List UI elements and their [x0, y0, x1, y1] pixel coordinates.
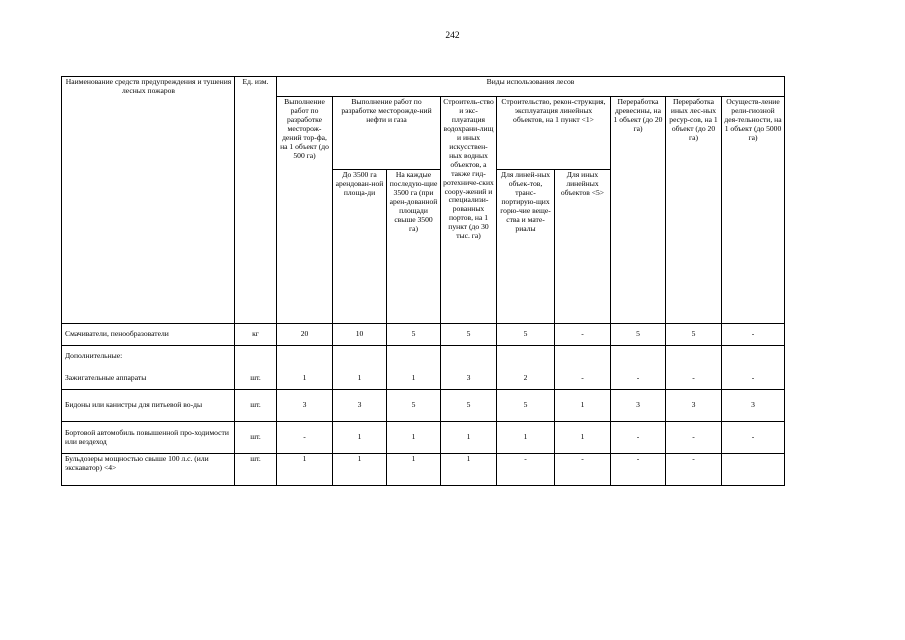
cell: 1	[387, 454, 441, 486]
cell: 5	[441, 390, 497, 422]
cell: -	[666, 454, 722, 486]
header-linear-a: Для линей-ных объек-тов, транс-портирую-щих горю-чие веще-ства и мате-риалы	[497, 170, 555, 324]
row-unit: шт.	[235, 390, 277, 422]
row-name: Дополнительные:	[62, 346, 235, 368]
header-oil-gas: Выполнение работ по разработке месторожде-ний нефти и газа	[333, 97, 441, 170]
cell: 3	[441, 368, 497, 390]
table-row	[62, 346, 785, 368]
row-unit: шт.	[235, 422, 277, 454]
row-name: Бидоны или канистры для питьевой во-ды	[62, 390, 235, 422]
cell: 1	[333, 454, 387, 486]
cell: 3	[333, 390, 387, 422]
cell: -	[277, 422, 333, 454]
cell: 5	[497, 390, 555, 422]
cell	[722, 454, 785, 486]
table-row	[62, 368, 785, 390]
header-peat: Выполнение работ по разработке месторож-дений тор-фа, на 1 объект (до 500 га)	[277, 97, 333, 324]
fire-equipment-table	[61, 76, 785, 486]
row-unit: кг	[235, 324, 277, 346]
header-oil-gas-b: На каждые последую-щие 3500 га (при арен-дованной площади свыше 3500 га)	[387, 170, 441, 324]
header-name: Наименование средств предупреждения и тушения лесных пожаров	[62, 77, 235, 324]
table-row	[62, 324, 785, 346]
cell: -	[555, 324, 611, 346]
cell: 1	[387, 368, 441, 390]
cell: -	[555, 454, 611, 486]
cell: -	[722, 324, 785, 346]
cell: 1	[333, 368, 387, 390]
cell: 1	[277, 368, 333, 390]
row-subname: Зажигательные аппараты	[62, 368, 235, 390]
cell: 1	[497, 422, 555, 454]
cell: 5	[441, 324, 497, 346]
row-name: Бортовой автомобиль повышенной про-ходимости или вездеход	[62, 422, 235, 454]
cell: 3	[666, 390, 722, 422]
cell: -	[666, 422, 722, 454]
cell: 3	[611, 390, 666, 422]
header-religious: Осуществ-ление рели-гиозной дея-тельности, на 1 объект (до 5000 га)	[722, 97, 785, 324]
cell: -	[666, 368, 722, 390]
cell: 5	[497, 324, 555, 346]
row-name: Смачиватели, пенообразователи	[62, 324, 235, 346]
cell: 3	[722, 390, 785, 422]
header-linear-b: Для иных линейных объектов <5>	[555, 170, 611, 324]
cell: 1	[555, 422, 611, 454]
cell: 1	[441, 454, 497, 486]
cell: 3	[277, 390, 333, 422]
cell: 5	[611, 324, 666, 346]
cell: -	[722, 422, 785, 454]
cell: -	[555, 368, 611, 390]
cell: -	[497, 454, 555, 486]
row-name: Бульдозеры мощностью свыше 100 л.с. (или экскаватор) <4>	[62, 454, 235, 486]
table-row	[62, 454, 785, 486]
table-row	[62, 422, 785, 454]
cell: 5	[387, 390, 441, 422]
cell: -	[611, 368, 666, 390]
row-unit: шт.	[235, 454, 277, 486]
header-other-resources: Переработка иных лес-ных ресур-сов, на 1 объект (до 20 га)	[666, 97, 722, 324]
cell: 20	[277, 324, 333, 346]
header-oil-gas-a: До 3500 га арендован-ной площа-ди	[333, 170, 387, 324]
cell: 1	[387, 422, 441, 454]
cell: 1	[441, 422, 497, 454]
header-group: Виды использования лесов	[277, 77, 785, 97]
page-number: 242	[445, 31, 460, 41]
cell: 5	[387, 324, 441, 346]
cell: 10	[333, 324, 387, 346]
cell: -	[611, 422, 666, 454]
row-unit: шт.	[235, 368, 277, 390]
header-wood: Переработка древесины, на 1 объект (до 20 га)	[611, 97, 666, 324]
cell: 5	[666, 324, 722, 346]
cell: 1	[333, 422, 387, 454]
cell: -	[722, 368, 785, 390]
table-row	[62, 390, 785, 422]
cell: 1	[277, 454, 333, 486]
cell: 2	[497, 368, 555, 390]
header-unit: Ед. изм.	[235, 77, 277, 324]
header-linear: Строительство, рекон-струкция, эксплуатация линейных объектов, на 1 пункт <1>	[497, 97, 611, 170]
header-reservoirs: Строитель-ство и экс-плуатация водохрани-лищ и иных искусствен-ных водных объектов, а также гид-ротехниче-ских соору-жений и специализи-рованных портов, на 1 пункт (до 30 тыс. га)	[441, 97, 497, 324]
cell: 1	[555, 390, 611, 422]
cell: -	[611, 454, 666, 486]
